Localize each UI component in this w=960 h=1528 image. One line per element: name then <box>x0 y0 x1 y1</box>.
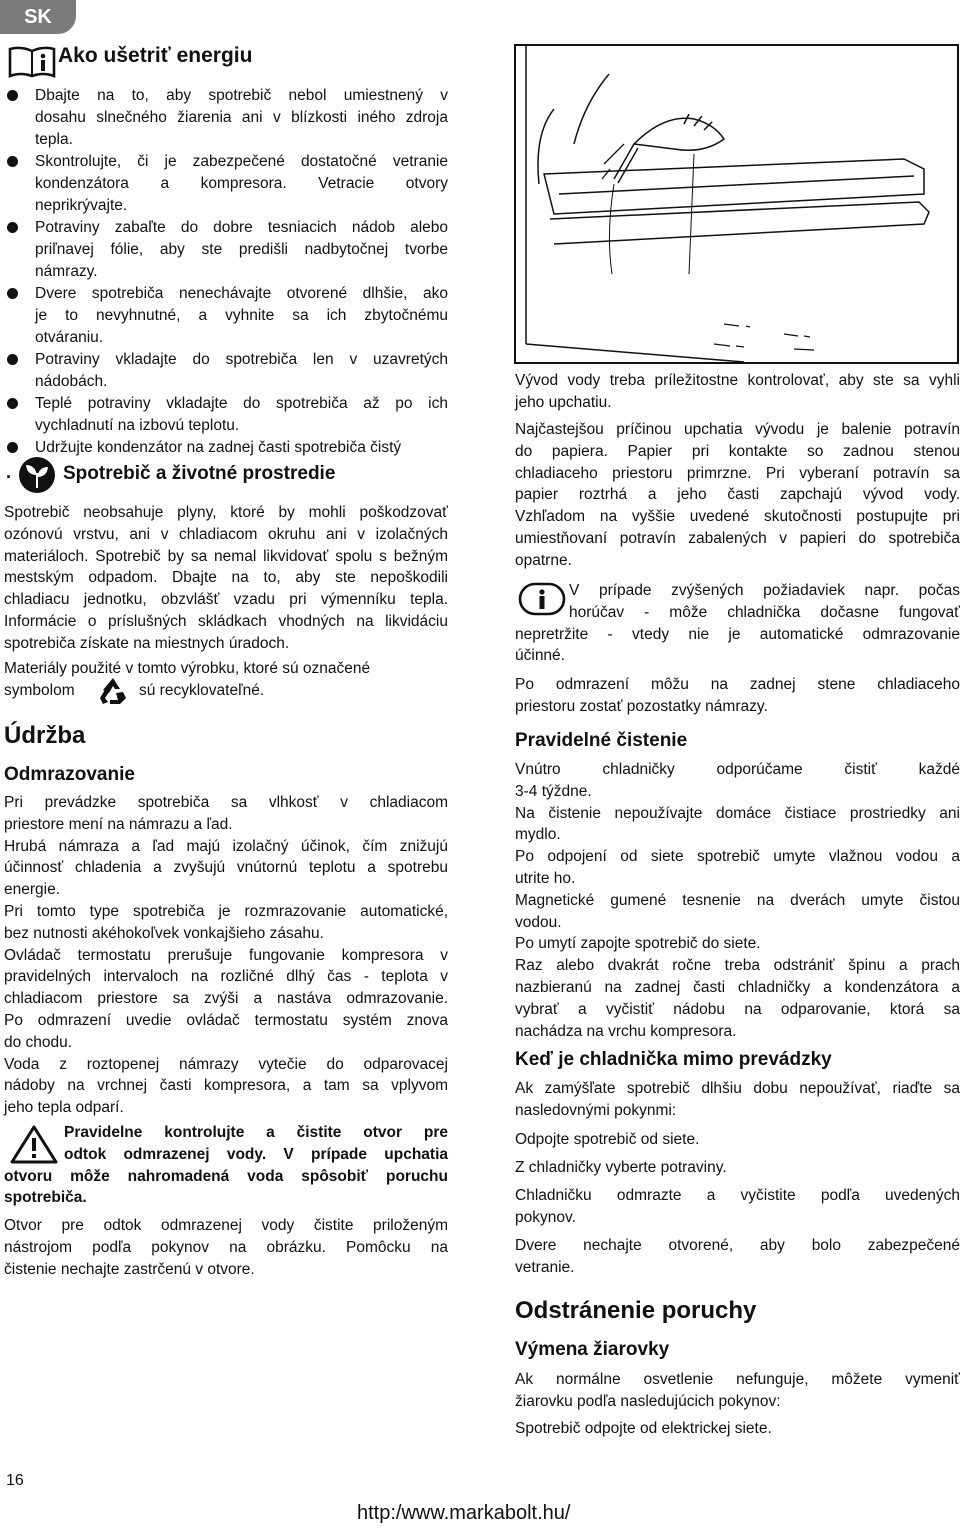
text-line: Na čistenie nepoužívajte domáce čistiace prostriedky ani <box>515 804 960 822</box>
maintenance-title: Údržba <box>4 722 86 749</box>
text-line: chladiaceho priestoru primrzne. Pri vyberaní potravín sa <box>515 464 960 482</box>
text-line: Najčastejšou príčinou upchatia vývodu je balenie potravín <box>515 421 960 438</box>
bullet-dot <box>7 442 18 453</box>
info-book-icon <box>7 44 57 78</box>
text-line: nádobách. <box>35 372 108 390</box>
text-line: účinné. <box>515 647 565 665</box>
drain-illustration <box>514 44 959 364</box>
energy-bullet-item <box>35 85 448 150</box>
environment-paragraph <box>4 502 448 655</box>
energy-bullet-item <box>35 151 448 216</box>
idle-step-defrost <box>515 1185 960 1229</box>
bulb-step-unplug: Spotrebič odpojte od elektrickej siete. <box>515 1420 772 1437</box>
text-line: Potraviny vkladajte do spotrebiča len v uzavretých <box>35 351 448 368</box>
text-line: Vnútro chladničky odporúčame čistiť každé <box>515 761 960 778</box>
bullet-dot <box>7 398 18 409</box>
text-line: nachádza na vrchu kompresora. <box>515 1022 737 1040</box>
language-badge: SK <box>0 0 76 34</box>
drain-cleaning-paragraph <box>4 1215 448 1280</box>
text-line: chladiacom priestore sa zvýši a nastáva odmrazovanie. <box>4 990 448 1008</box>
bullet-dot <box>7 354 18 365</box>
text-line: Chladničku odmrazte a vyčistite podľa uvedených <box>515 1187 960 1204</box>
bulb-intro <box>515 1369 960 1413</box>
text-line: priestore mení na námrazu a ľad. <box>4 815 233 833</box>
defrost-warning <box>4 1122 448 1209</box>
text-line: mydlo. <box>515 826 561 844</box>
text-line: Pri prevádzke spotrebiča sa vlhkosť v chladiacom <box>4 794 448 811</box>
text-line: Po odpojení od siete spotrebič umyte vlažnou vodou a <box>515 848 960 866</box>
text-line: Magnetické gumené tesnenie na dverách umyte čistou <box>515 891 960 909</box>
recycling-paragraph <box>4 658 448 702</box>
text-line: nazbieranú na zadnej časti chladničky a kondenzátora a <box>515 978 960 996</box>
bullet-dot <box>7 222 18 233</box>
text-line: nasledovnými pokynmi: <box>515 1101 677 1119</box>
text-line: vodou. <box>515 913 562 931</box>
text-line: Po odmrazení môžu na zadnej stene chladiaceho <box>515 676 960 693</box>
drain-check-paragraph <box>515 370 960 414</box>
text-line: jeho tepla odparí. <box>4 1099 124 1117</box>
defrost-paragraph <box>4 792 448 1119</box>
text-line: bez nutnosti akéhokoľvek vonkajšieho zásahu. <box>4 924 324 942</box>
text-line: horúčav - môže chladnička dočasne fungovať <box>569 603 960 621</box>
text-line: spotrebiča. <box>4 1189 87 1207</box>
text-line: spotrebiča získate na miestnych úradoch. <box>4 634 290 652</box>
text-line: žiarovku podľa nasledujúcich pokynov: <box>515 1392 781 1410</box>
recycle-icon <box>96 676 130 706</box>
text-line: Vzhľadom na vyššie uvedené skutočnosti postupujte pri <box>515 508 960 526</box>
text-line: účinnosť chladenia a zvyšujú vnútornú teplotu a spotrebu <box>4 859 448 877</box>
footer-url-link[interactable]: http:/www.markabolt.hu/ <box>357 1502 571 1524</box>
text-line: Dvere nechajte otvorené, aby bolo zabezpečené <box>515 1237 960 1254</box>
energy-bullet-item <box>35 349 448 393</box>
environment-title-prefix: . <box>6 462 12 482</box>
text-line: námrazy. <box>35 262 98 280</box>
cleaning-title: Pravidelné čistenie <box>515 730 688 751</box>
page-number: 16 <box>6 1472 24 1489</box>
text-line: Po umytí zapojte spotrebič do siete. <box>515 935 761 953</box>
text-line: Informácie o príslušných skládkach vhodných na likvidáciu <box>4 612 448 630</box>
recycling-text-line: Materiály použité v tomto výrobku, ktoré sú označené <box>4 660 371 677</box>
text-line: Dbajte na to, aby spotrebič nebol umiestnený v <box>35 87 448 104</box>
info-note <box>515 580 960 667</box>
idle-title: Keď je chladnička mimo prevádzky <box>515 1049 832 1070</box>
bullet-dot <box>7 90 18 101</box>
bullet-dot <box>7 288 18 299</box>
text-line: Udržujte kondenzátor na zadnej časti spotrebiča čistý <box>35 439 402 457</box>
environment-plant-icon <box>17 455 57 495</box>
text-line: pravidelných intervaloch na rozličné dlhý čas - teplota v <box>4 968 448 986</box>
text-line: ozónovú vrstvu, ani v chladiacom okruhu ani v izolačných <box>4 525 448 543</box>
idle-step-unplug: Odpojte spotrebič od siete. <box>515 1131 700 1148</box>
text-line: čistenie nechajte zastrčenú v otvore. <box>4 1260 255 1278</box>
text-line: dosahu slnečného žiarenia ani v blízkosti iného zdroja <box>35 108 448 126</box>
text-line: otvoru môže nahromadená voda spôsobiť poruchu <box>4 1167 448 1185</box>
text-line: materiáloch. Spotrebič by sa nemal likvidovať spolu s bežným <box>4 547 448 565</box>
energy-bullet-item <box>35 437 448 459</box>
text-line: do papiera. Papier pri kontakte so zadnou stenou <box>515 442 960 460</box>
text-line: utrite ho. <box>515 869 576 887</box>
text-line: Vývod vody treba príležitostne kontrolovať, aby ste sa vyhli <box>515 372 960 389</box>
text-line: nádoby na vrchnej časti kompresora, a tam sa vplyvom <box>4 1077 448 1095</box>
text-line: Voda z roztopenej námrazy vytečie do odparovacej <box>4 1055 448 1073</box>
cleaning-paragraph <box>515 759 960 1042</box>
text-line: pokynov. <box>515 1208 576 1226</box>
text-line: otváraniu. <box>35 328 104 346</box>
idle-intro <box>515 1078 960 1122</box>
text-line: priľnavej fólie, aby ste predišli nadbytočnej tvorbe <box>35 240 448 258</box>
energy-bullet-item <box>35 283 448 348</box>
text-line: je to nevyhnutné, a vyhnite sa ich zbytočnému <box>35 306 448 324</box>
text-line: vychladnutí na izbovú teplotu. <box>35 416 240 434</box>
idle-step-remove-food: Z chladničky vyberte potraviny. <box>515 1159 727 1176</box>
troubleshooting-title: Odstránenie poruchy <box>515 1297 757 1324</box>
text-line: Spotrebič neobsahuje plyny, ktoré by mohli poškodzovať <box>4 504 448 521</box>
energy-bullet-item <box>35 217 448 282</box>
drain-clog-paragraph <box>515 419 960 572</box>
text-line: Potraviny zabaľte do dobre tesniacich nádob alebo <box>35 219 448 236</box>
text-line: neprikrývajte. <box>35 196 128 214</box>
text-line: opatrne. <box>515 551 572 569</box>
bullet-dot <box>7 156 18 167</box>
text-line: odtok odmrazenej vody. V prípade upchatia <box>64 1145 448 1163</box>
text-line: kondenzátora a kompresora. Vetracie otvory <box>35 174 448 192</box>
text-line: do chodu. <box>4 1033 73 1051</box>
text-line: vetranie. <box>515 1258 575 1276</box>
text-line: Po odmrazení uvedie ovládač termostatu systém znova <box>4 1011 448 1029</box>
text-line: Pri tomto type spotrebiča je rozmrazovanie automatické, <box>4 902 448 920</box>
text-line: tepla. <box>35 130 73 148</box>
text-line: nástrojom podľa pokynov na obrázku. Pomôcku na <box>4 1238 448 1256</box>
environment-title: Spotrebič a životné prostredie <box>63 463 336 484</box>
drain-cleaning-illustration <box>514 44 959 364</box>
energy-title: Ako ušetriť energiu <box>58 44 253 67</box>
energy-bullet-item <box>35 393 448 437</box>
defrost-title: Odmrazovanie <box>4 764 135 785</box>
text-line: Skontrolujte, či je zabezpečené dostatočné vetranie <box>35 153 448 170</box>
text-line: Ovládač termostatu prerušuje fungovanie kompresora v <box>4 946 448 964</box>
idle-step-doors <box>515 1235 960 1279</box>
recycling-text-after: sú recyklovateľné. <box>139 681 265 699</box>
text-line: priestoru zostať pozostatky námrazy. <box>515 697 768 715</box>
text-line: umiestňovaní potravín zabalených v papieri do spotrebiča <box>515 529 960 547</box>
recycling-text-before: symbolom <box>4 681 75 699</box>
text-line: papier roztrhá a jeho časti zapchajú vývod vody. <box>515 486 960 504</box>
text-line: Teplé potraviny vkladajte do spotrebiča až po ich <box>35 395 448 413</box>
text-line: Otvor pre odtok odmrazenej vody čistite priloženým <box>4 1217 448 1234</box>
text-line: mestským odpadom. Dbajte na to, aby ste nepoškodili <box>4 569 448 587</box>
text-line: Hrubá námraza a ľad majú izolačný účinok, čím znižujú <box>4 837 448 855</box>
text-line: energie. <box>4 881 61 899</box>
text-line: nepretržite - vtedy nie je automatické odmrazovanie <box>515 625 960 643</box>
residual-frost-paragraph <box>515 674 960 718</box>
text-line: Raz alebo dvakrát ročne treba odstrániť špinu a prach <box>515 957 960 975</box>
text-line: jeho upchatiu. <box>515 393 612 411</box>
text-line: Ak normálne osvetlenie nefunguje, môžete vymeniť <box>515 1371 960 1388</box>
text-line: Dvere spotrebiča nenechávajte otvorené dlhšie, ako <box>35 285 448 302</box>
text-line: vybrať a vyčistiť nádobu na odparovanie, ktorá sa <box>515 1000 960 1018</box>
text-line: chladiacu jednotku, obzvlášť vzadu pri výmenníku tepla. <box>4 591 448 609</box>
text-line: Pravidelne kontrolujte a čistite otvor pre <box>64 1124 448 1141</box>
bulb-title: Výmena žiarovky <box>515 1339 670 1360</box>
text-line: Ak zamýšľate spotrebič dlhšiu dobu nepoužívať, riaďte sa <box>515 1080 960 1097</box>
text-line: V prípade zvýšených požiadaviek napr. počas <box>569 582 960 599</box>
text-line: 3-4 týždne. <box>515 782 592 800</box>
